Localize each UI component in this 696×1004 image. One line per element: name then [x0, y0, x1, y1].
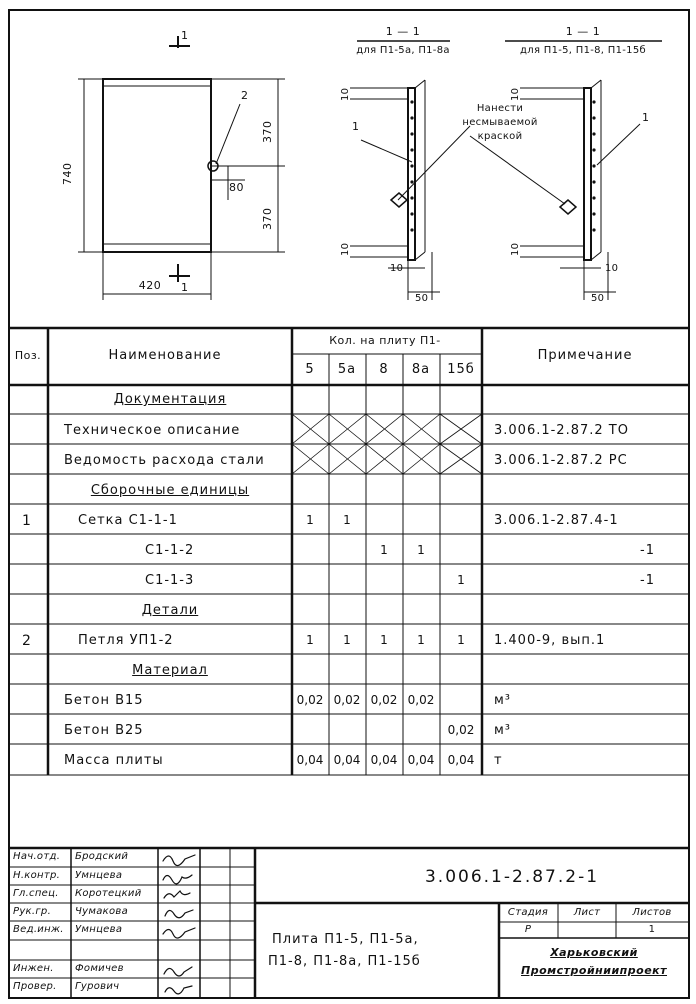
row-note: 3.006.1-2.87.2 РС	[494, 453, 628, 468]
row-qty: 1	[417, 633, 425, 647]
section-a-title: 1 — 1	[385, 25, 421, 38]
organization-line-2: Промстройниипроект	[520, 964, 668, 977]
row-note: -1	[640, 543, 655, 558]
col-header-qty-5a: 5а	[337, 362, 357, 377]
section-b-dim-width: 50	[591, 293, 605, 304]
section-a-dim-width: 50	[415, 293, 429, 304]
plan-dim-width: 420	[138, 279, 162, 292]
section-heading: Сборочные единицы	[90, 483, 250, 498]
col-header-qty-group: Кол. на плиту П1-	[329, 334, 441, 347]
drawing-title-line-1: Плита П1-5, П1-5а,	[272, 932, 419, 947]
row-qty: 1	[343, 633, 351, 647]
section-a-view	[350, 41, 470, 300]
row-name: Сетка С1-1-1	[78, 513, 178, 528]
plan-section-mark: 1	[181, 29, 189, 42]
paint-note-line-3: краской	[477, 131, 523, 142]
plan-section-mark-bottom: 1	[181, 281, 189, 294]
section-heading: Детали	[141, 603, 199, 618]
section-a-callout: 1	[352, 120, 360, 133]
section-b-subtitle: для П1-5, П1-8, П1-15б	[520, 45, 646, 56]
row-name: Бетон В15	[64, 693, 144, 708]
row-qty: 0,02	[407, 693, 435, 707]
row-name: Петля УП1-2	[78, 633, 174, 648]
row-qty: 1	[306, 513, 314, 527]
row-note: т	[494, 753, 503, 768]
row-name: Масса плиты	[64, 753, 164, 768]
stage-label: Стадия	[507, 907, 549, 918]
row-qty: 0,04	[447, 753, 475, 767]
col-header-name: Наименование	[108, 348, 222, 363]
col-header-qty-15b: 15б	[447, 362, 475, 377]
row-qty: 1	[457, 633, 465, 647]
row-qty: 0,02	[296, 693, 324, 707]
row-name: Ведомость расхода стали	[64, 453, 265, 468]
signer-role: Вед.инж.	[13, 924, 64, 935]
row-qty: 0,02	[447, 723, 475, 737]
signer-name: Чумакова	[75, 906, 129, 917]
row-note: 1.400-9, вып.1	[494, 633, 606, 648]
row-name: С1-1-2	[145, 543, 195, 558]
row-name: Техническое описание	[64, 423, 241, 438]
section-heading: Материал	[132, 663, 208, 678]
row-pos: 1	[22, 513, 32, 529]
stage-value: Р	[524, 924, 532, 935]
row-qty: 1	[417, 543, 425, 557]
signer-name: Коротецкий	[75, 888, 142, 899]
section-a-dim-top: 10	[340, 87, 351, 101]
row-qty: 0,04	[407, 753, 435, 767]
plan-dim-offset: 80	[229, 181, 244, 194]
paint-note-line-1: Нанести	[476, 103, 524, 114]
row-note: -1	[640, 573, 655, 588]
col-header-qty-8: 8	[379, 362, 389, 377]
section-b-title: 1 — 1	[565, 25, 601, 38]
row-qty: 0,04	[296, 753, 324, 767]
signer-role: Гл.спец.	[13, 888, 59, 899]
row-qty: 1	[380, 543, 388, 557]
row-note: 3.006.1-2.87.4-1	[494, 513, 619, 528]
row-pos: 2	[22, 633, 32, 649]
signer-name: Фомичев	[75, 963, 124, 974]
section-b-dim-top: 10	[510, 87, 521, 101]
row-note: м³	[494, 723, 512, 738]
sheets-value: 1	[648, 924, 656, 935]
row-qty: 1	[380, 633, 388, 647]
section-b-view	[470, 41, 662, 300]
signer-role: Нач.отд.	[13, 851, 61, 862]
row-qty: 0,04	[333, 753, 361, 767]
document-code: 3.006.1-2.87.2-1	[424, 867, 600, 887]
signer-role: Н.контр.	[13, 870, 61, 881]
row-qty: 1	[306, 633, 314, 647]
row-qty: 1	[343, 513, 351, 527]
col-header-note: Примечание	[537, 348, 633, 363]
plan-view	[78, 36, 285, 300]
col-header-pos: Поз.	[14, 349, 42, 362]
signer-role: Инжен.	[13, 963, 54, 974]
signer-role: Рук.гр.	[13, 906, 52, 917]
row-name: С1-1-3	[145, 573, 195, 588]
col-header-qty-5: 5	[305, 362, 315, 377]
signer-name: Гурович	[75, 981, 120, 992]
section-b-dim-bottom: 10	[510, 242, 521, 256]
section-a-dim-bottom: 10	[340, 242, 351, 256]
row-note: 3.006.1-2.87.2 ТО	[494, 423, 629, 438]
signer-role: Провер.	[13, 981, 57, 992]
sheets-label: Листов	[632, 907, 672, 918]
sheet-label: Лист	[573, 907, 601, 918]
signer-name: Бродский	[75, 851, 129, 862]
section-a-subtitle: для П1-5а, П1-8а	[356, 45, 450, 56]
paint-note-line-2: несмываемой	[462, 117, 538, 128]
plan-dim-upper: 370	[261, 120, 274, 143]
plan-dim-lower: 370	[261, 207, 274, 230]
section-a-dim-foot: 10	[390, 263, 404, 274]
section-b-dim-foot: 10	[605, 263, 619, 274]
drawing-title-line-2: П1-8, П1-8а, П1-15б	[268, 954, 421, 969]
col-header-qty-8a: 8а	[411, 362, 431, 377]
row-qty: 0,02	[333, 693, 361, 707]
organization-line-1: Харьковский	[550, 946, 638, 959]
plan-dim-height: 740	[61, 162, 74, 185]
row-qty: 0,04	[370, 753, 398, 767]
row-name: Бетон В25	[64, 723, 144, 738]
row-qty: 1	[457, 573, 465, 587]
section-heading: Документация	[113, 392, 227, 407]
row-qty: 0,02	[370, 693, 398, 707]
plan-callout: 2	[241, 89, 249, 102]
signer-name: Умнцева	[75, 870, 123, 881]
signer-name: Умнцева	[75, 924, 123, 935]
row-note: м³	[494, 693, 512, 708]
section-b-callout: 1	[642, 111, 650, 124]
